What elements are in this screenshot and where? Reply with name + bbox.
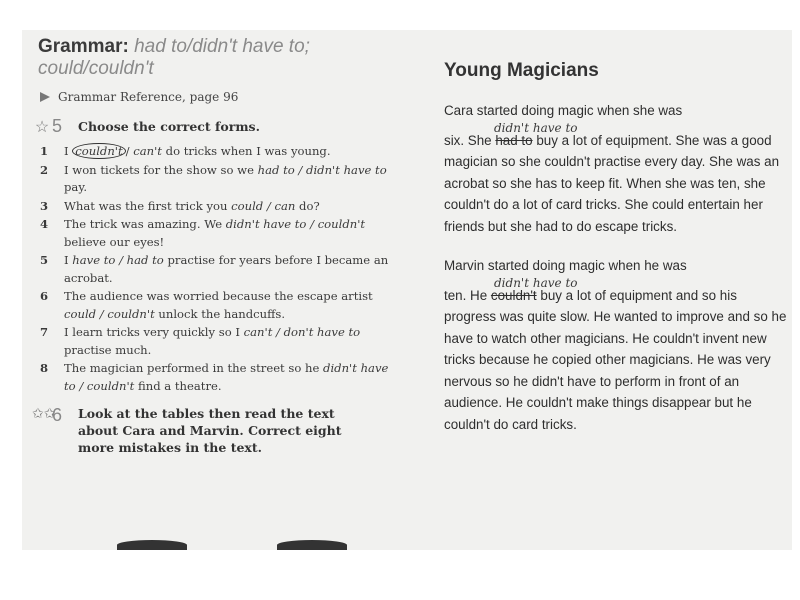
option-text: could / couldn't bbox=[64, 306, 155, 321]
exercise-item bbox=[32, 216, 417, 251]
item-text-part: pay. bbox=[64, 180, 88, 194]
item-number: 7 bbox=[40, 325, 49, 339]
option-text: have to / had to bbox=[72, 253, 164, 267]
exercise-5-items bbox=[32, 143, 417, 395]
option-text: can't / don't have to bbox=[243, 325, 361, 339]
grammar-topic-1: had to/didn't have to; bbox=[134, 36, 310, 57]
grammar-reference-text: Grammar Reference, page 96 bbox=[58, 90, 239, 104]
item-number: 4 bbox=[40, 217, 49, 231]
exercise-6-number: 6 bbox=[52, 405, 63, 425]
option-text: could / can bbox=[231, 198, 296, 213]
exercise-item bbox=[32, 288, 417, 323]
item-text-part: I bbox=[64, 144, 73, 158]
item-text-part: The magician performed in the street so he bbox=[64, 361, 324, 375]
para-text: ten. He bbox=[444, 287, 491, 303]
exercise-item bbox=[32, 198, 417, 216]
exercise-5-header bbox=[32, 116, 417, 137]
item-text bbox=[64, 216, 394, 251]
exercise-item bbox=[32, 360, 417, 395]
item-text-part: unlock the handcuffs. bbox=[154, 306, 286, 321]
exercise-item bbox=[32, 324, 417, 359]
item-text bbox=[64, 360, 394, 395]
item-text-part: believe our eyes! bbox=[64, 234, 165, 249]
textbook-page bbox=[22, 30, 792, 550]
item-text bbox=[64, 252, 394, 287]
exercise-item bbox=[32, 252, 417, 287]
struck-text: had to bbox=[495, 132, 533, 148]
item-text-part: The trick was amazing. We bbox=[64, 217, 226, 231]
item-number: 6 bbox=[40, 289, 49, 303]
option-text: didn't have to / couldn't bbox=[64, 361, 389, 393]
photo-edge bbox=[117, 540, 187, 550]
item-number: 1 bbox=[40, 144, 49, 158]
item-text-part: do? bbox=[295, 198, 320, 213]
item-number: 2 bbox=[40, 162, 49, 177]
grammar-topic-2: could/couldn't bbox=[38, 58, 154, 79]
cara-paragraph bbox=[444, 100, 789, 237]
exercise-5-number: 5 bbox=[52, 116, 63, 136]
item-text-part: I bbox=[64, 253, 73, 267]
para-line: Marvin started doing magic when he was bbox=[444, 258, 687, 273]
item-text bbox=[64, 288, 394, 323]
grammar-heading bbox=[38, 36, 417, 80]
item-text bbox=[64, 324, 394, 359]
item-text bbox=[64, 198, 394, 216]
item-text-part: practise much. bbox=[64, 342, 152, 357]
item-number: 8 bbox=[40, 361, 49, 375]
item-text-part: What was the first trick you bbox=[64, 198, 232, 213]
reading-column bbox=[444, 60, 789, 435]
item-text-part: / bbox=[125, 144, 134, 158]
grammar-column bbox=[32, 36, 417, 456]
exercise-5-instruction: Choose the correct forms. bbox=[78, 119, 260, 134]
item-text-part: The audience was worried because the escape artist bbox=[64, 289, 373, 303]
handwritten-correction: didn't have to bbox=[494, 120, 578, 135]
struck-text: couldn't bbox=[490, 287, 537, 303]
arrow-icon bbox=[40, 92, 50, 102]
double-star-icon: ✩✩ bbox=[32, 405, 56, 421]
exercise-6 bbox=[32, 405, 417, 456]
circled-answer: couldn't bbox=[72, 143, 125, 159]
option-text: didn't have to / couldn't bbox=[225, 217, 366, 231]
reading-title: Young Magicians bbox=[444, 60, 599, 81]
para-text: buy a lot of equipment. She was a good magician so she couldn't practise every day. She was an acrobat so she has to keep fit. When she was ten, she couldn't do a lot of card tricks. She could entertain her friends but she had to do escape tricks. bbox=[444, 132, 780, 234]
exercise-item bbox=[32, 162, 417, 197]
photo-edge bbox=[277, 540, 347, 550]
item-number: 5 bbox=[40, 253, 49, 267]
handwritten-correction: didn't have to bbox=[494, 275, 578, 290]
marvin-paragraph bbox=[444, 255, 789, 435]
para-text: buy a lot of equipment and so his progress was quite slow. He wanted to improve and so he have to watch other magicians. He couldn't invent new tricks because he copied other magicians. He was very nervous so he didn't have to perform in front of an audience. He couldn't make things disappear but he couldn't do card tricks. bbox=[444, 287, 787, 432]
para-line: Cara started doing magic when she was bbox=[444, 103, 683, 118]
star-icon: ☆ bbox=[34, 118, 50, 136]
option-text: had to / didn't have to bbox=[257, 162, 387, 177]
item-text-part: do tricks when I was young. bbox=[161, 144, 331, 158]
para-text: six. She bbox=[444, 132, 496, 148]
item-text bbox=[64, 143, 394, 161]
item-text-part: practise for years before I became an acrobat. bbox=[64, 253, 389, 285]
grammar-label: Grammar: bbox=[38, 36, 129, 57]
item-text bbox=[64, 162, 394, 197]
item-text-part: find a theatre. bbox=[134, 378, 222, 393]
item-text-part: I learn tricks very quickly so I bbox=[64, 325, 244, 339]
item-text-part: I won tickets for the show so we bbox=[64, 162, 258, 177]
grammar-reference bbox=[40, 90, 417, 104]
exercise-6-instruction: Look at the tables then read the text about Cara and Marvin. Correct eight more mistakes in the text. bbox=[78, 406, 342, 455]
exercise-item bbox=[32, 143, 417, 161]
option-text: can't bbox=[133, 144, 162, 158]
item-number: 3 bbox=[40, 198, 49, 213]
